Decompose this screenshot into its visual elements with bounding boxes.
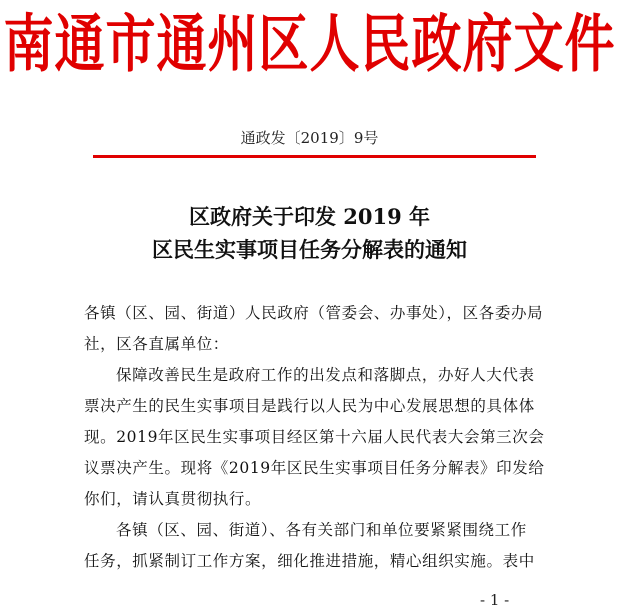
body-line-para2-1: 各镇（区、园、街道）、各有关部门和单位要紧紧围绕工作 (116, 521, 527, 539)
body-line-para1-4: 议票决产生。现将《2019年区民生实事项目任务分解表》印发给 (84, 459, 545, 477)
body-line-addressee-2: 社，区各直属单位： (84, 335, 229, 353)
body-text (84, 298, 554, 577)
body-line-addressee-1: 各镇（区、园、街道）人民政府（管委会、办事处），区各委办局 (84, 304, 544, 322)
body-line-para2-2: 任务，抓紧制订工作方案，细化推进措施，精心组织实施。表中 (84, 552, 535, 570)
notice-title-line-2: 区民生实事项目任务分解表的通知 (152, 237, 467, 262)
body-line-para1-5: 你们，请认真贯彻执行。 (84, 490, 262, 508)
issuer-title: 南通市通州区人民政府文件 (3, 7, 616, 81)
notice-title-line-1: 区政府关于印发 2019 年 (188, 204, 431, 229)
body-line-para1-2: 票决产生的民生实事项目是践行以人民为中心发展思想的具体体 (84, 397, 535, 415)
body-line-para1-3: 现。2019年区民生实事项目经区第十六届人民代表大会第三次会 (84, 428, 545, 446)
page-number: - 1 - (480, 591, 510, 609)
body-line-para1-1: 保障改善民生是政府工作的出发点和落脚点，办好人大代表 (116, 366, 535, 384)
red-separator-line (93, 155, 536, 158)
document-number: 通政发〔2019〕9号 (240, 129, 379, 147)
